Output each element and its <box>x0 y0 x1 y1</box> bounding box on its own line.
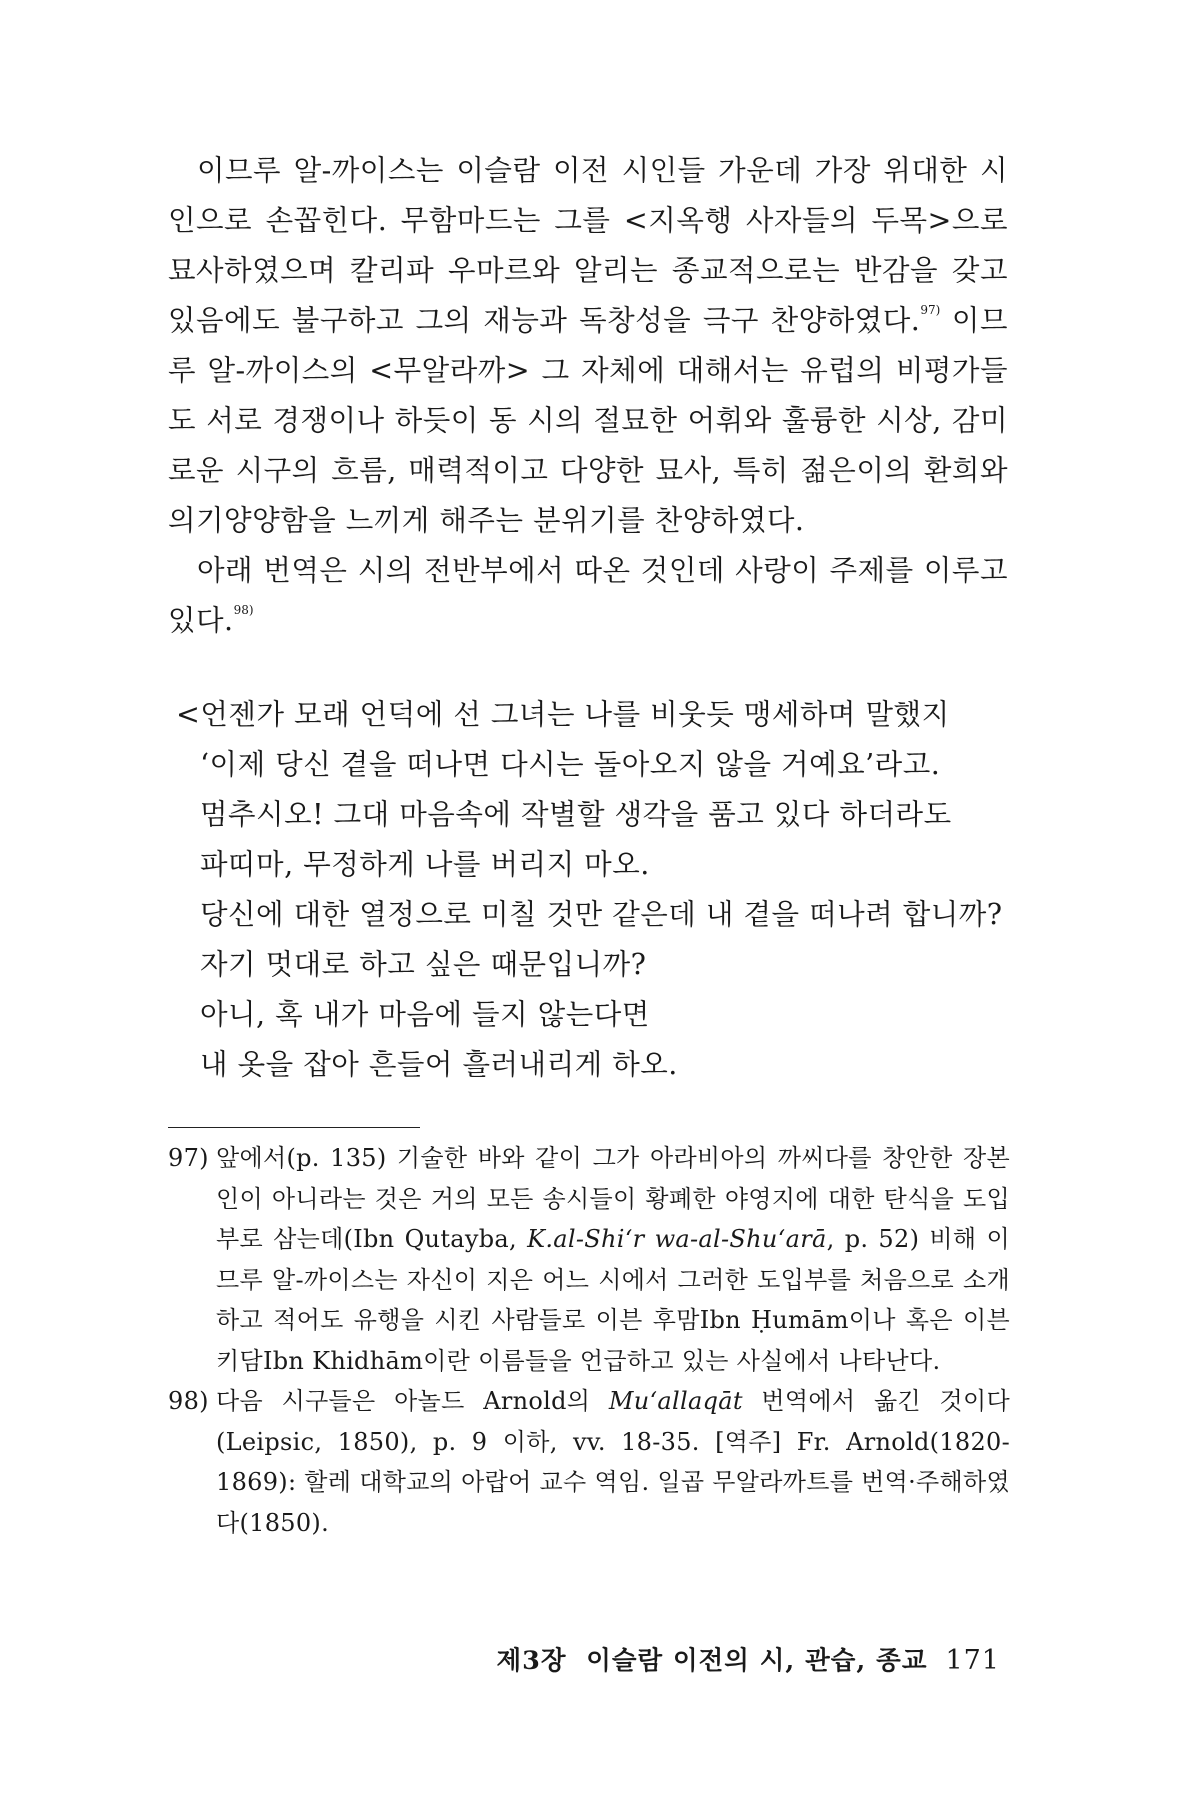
footnote-number: 98) <box>168 1387 209 1415</box>
poem-line-3: 멈추시오! 그대 마음속에 작별할 생각을 품고 있다 하더라도 <box>200 798 952 831</box>
footnote-italic-title: K.al-Shi‘r wa-al-Shu‘arā <box>527 1225 827 1253</box>
footnote-text-part-2: 번역에서 옮긴 것이다(Leipsic, 1850), p. 9 이하, vv. 18-35. [역주] Fr. Arnold(1820-1869): 할레 대학교의 아랍어 교수 역임. 일곱 무알라까트를 번역·주해하였다(1850). <box>216 1387 1010 1537</box>
footnote-98 <box>168 1381 1010 1543</box>
footnote-text-part-2: , p. 52) 비해 이므루 알-까이스는 자신이 지은 어느 시에서 그러한 도입부를 처음으로 소개하고 적어도 유행을 시킨 사람들로 이븐 후맘Ibn Ḥumām이나 혹은 이븐 키담Ibn Khidhām이란 이름들을 언급하고 있는 사실에서 나타난다. <box>216 1225 1010 1375</box>
page-number: 171 <box>945 1645 1000 1676</box>
footnote-ref-97: 97) <box>920 303 941 317</box>
poem-line-4: 파띠마, 무정하게 나를 버리지 마오. <box>200 848 650 881</box>
footnote-text <box>216 1138 1010 1381</box>
poem-line-8: 내 옷을 잡아 흔들어 흘러내리게 하오. <box>200 1048 678 1081</box>
footnote-text-part-1: 앞에서(p. 135) 기술한 바와 같이 그가 아라비아의 까씨다를 창안한 장본인이 아니라는 것은 거의 모든 송시들이 황폐한 야영지에 대한 탄식을 도입부로 삼는데(Ibn Qutayba, <box>216 1144 1010 1253</box>
paragraph-2-text-a: 아래 번역은 시의 전반부에서 따온 것인데 사랑이 주제를 이루고 있다. <box>168 554 1008 637</box>
paragraph-2 <box>168 546 1008 646</box>
main-text <box>168 146 1008 646</box>
poem-block <box>176 690 1016 1090</box>
poem-line-5: 당신에 대한 열정으로 미칠 것만 같은데 내 곁을 떠나려 합니까? <box>200 898 1003 931</box>
chapter-title: 제3장 이슬람 이전의 시, 관습, 종교 <box>496 1646 928 1676</box>
poem-line-7: 아니, 혹 내가 마음에 들지 않는다면 <box>200 998 650 1031</box>
paragraph-1 <box>168 146 1008 546</box>
footnote-number: 97) <box>168 1144 209 1172</box>
footnote-97 <box>168 1138 1010 1381</box>
paragraph-1-text-b: 이므루 알-까이스의 <무알라까> 그 자체에 대해서는 유럽의 비평가들도 서로 경쟁이나 하듯이 동 시의 절묘한 어휘와 훌륭한 시상, 감미로운 시구의 흐름, 매력적이고 다양한 묘사, 특히 젊은이의 환희와 의기양양함을 느끼게 해주는 분위기를 찬양하였다. <box>168 304 1008 537</box>
footnote-text-part-1: 다음 시구들은 아놀드 Arnold의 <box>216 1387 609 1415</box>
footnotes <box>168 1138 1010 1543</box>
poem-line-1: <언젠가 모래 언덕에 선 그녀는 나를 비웃듯 맹세하며 말했지 <box>176 698 950 731</box>
paragraph-1-text-a: 이므루 알-까이스는 이슬람 이전 시인들 가운데 가장 위대한 시인으로 손꼽힌다. 무함마드는 그를 <지옥행 사자들의 두목>으로 묘사하였으며 칼리파 우마르와 알리는 종교적으로는 반감을 갖고 있음에도 불구하고 그의 재능과 독창성을 극구 찬양하였다. <box>168 154 1008 337</box>
running-footer <box>496 1641 1000 1677</box>
poem-line-6: 자기 멋대로 하고 싶은 때문입니까? <box>200 948 647 981</box>
footnote-text <box>216 1381 1010 1543</box>
footnote-ref-98: 98) <box>233 603 254 617</box>
footnote-divider <box>168 1127 420 1128</box>
footnote-italic-title: Mu‘allaqāt <box>608 1387 743 1415</box>
poem-line-2: ‘이제 당신 곁을 떠나면 다시는 돌아오지 않을 거예요’라고. <box>200 748 941 781</box>
